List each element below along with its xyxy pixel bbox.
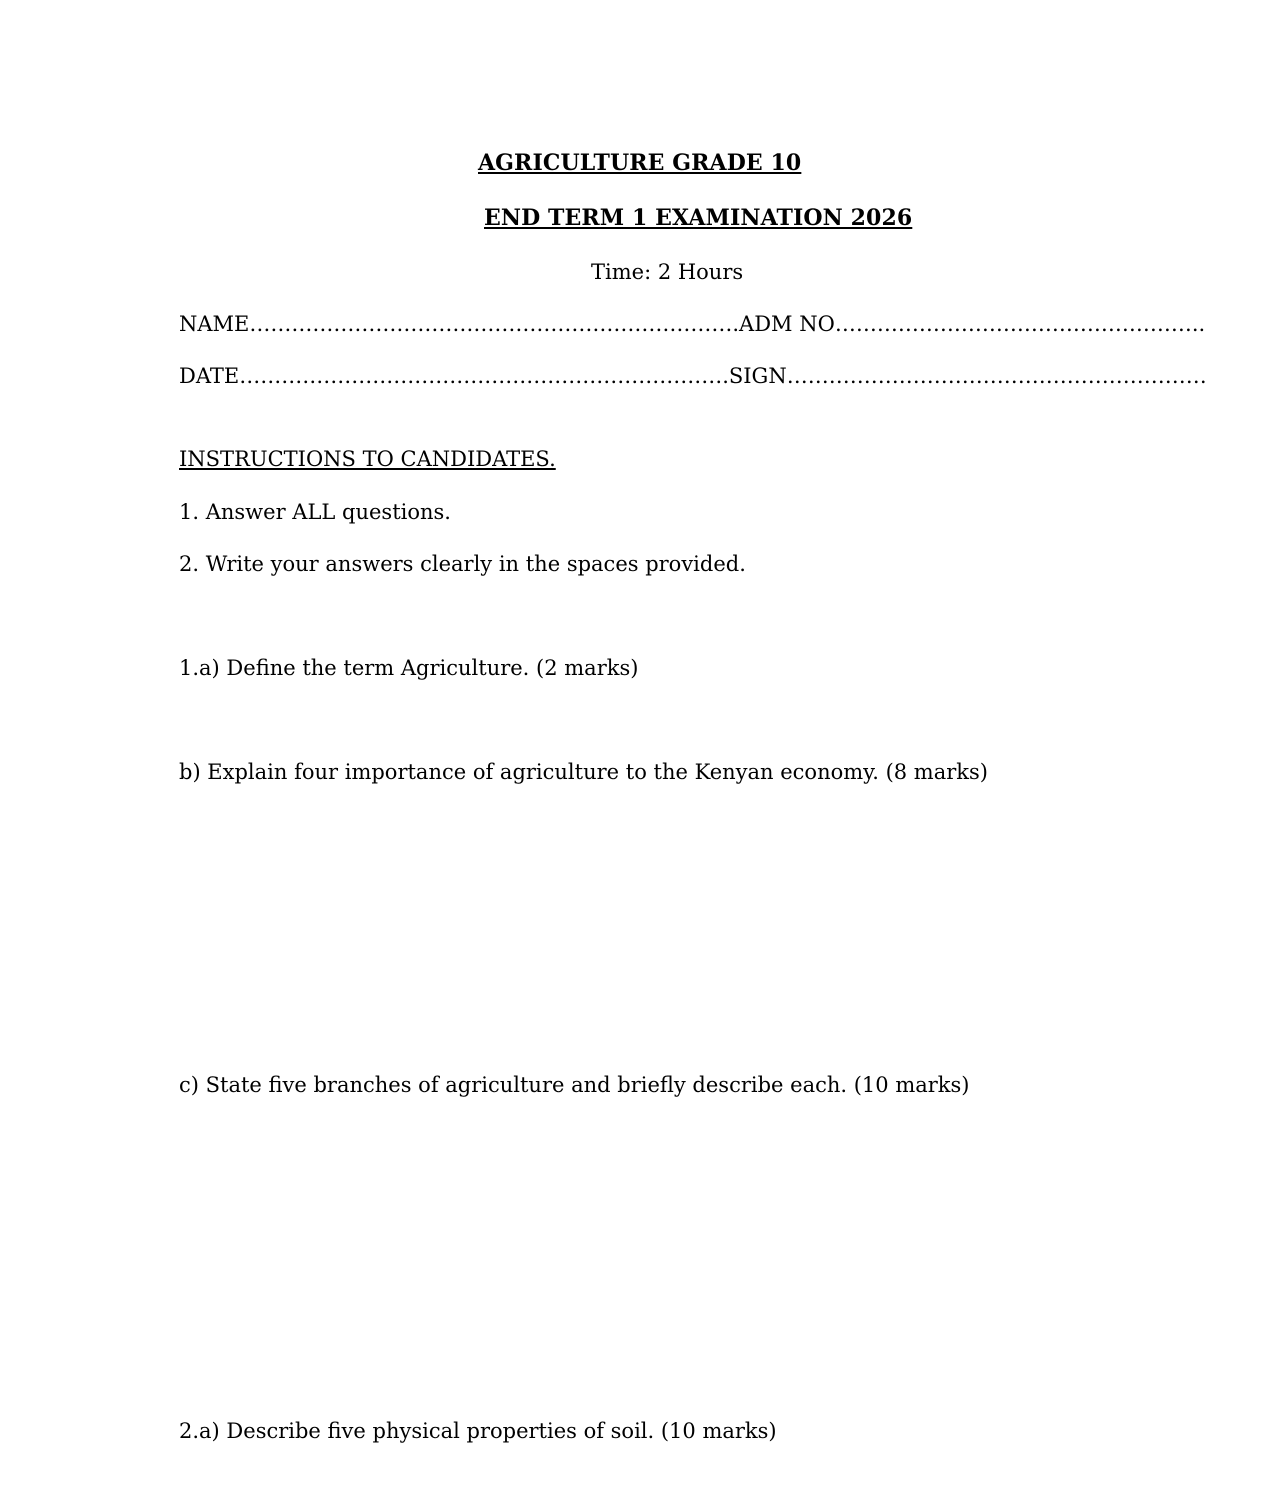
instruction-item: 1. Answer ALL questions.: [179, 500, 451, 524]
instructions-heading: INSTRUCTIONS TO CANDIDATES.: [179, 447, 556, 471]
name-admno-field-row: NAME…………………………………………………………….ADM NO……………………………………………..: [179, 312, 1206, 336]
question-1b: b) Explain four importance of agriculture to the Kenyan economy. (8 marks): [179, 760, 988, 784]
exam-term-title: END TERM 1 EXAMINATION 2026: [484, 205, 913, 231]
exam-duration: Time: 2 Hours: [591, 260, 744, 284]
question-1a: 1.a) Define the term Agriculture. (2 marks): [179, 656, 639, 680]
question-1c: c) State five branches of agriculture and briefly describe each. (10 marks): [179, 1073, 970, 1097]
instruction-item: 2. Write your answers clearly in the spaces provided.: [179, 552, 746, 576]
question-2a: 2.a) Describe five physical properties of soil. (10 marks): [179, 1419, 777, 1443]
date-sign-field-row: DATE…………………………………………………………….SIGN……………………………………………………: [179, 364, 1207, 388]
exam-subject-title: AGRICULTURE GRADE 10: [478, 150, 802, 176]
